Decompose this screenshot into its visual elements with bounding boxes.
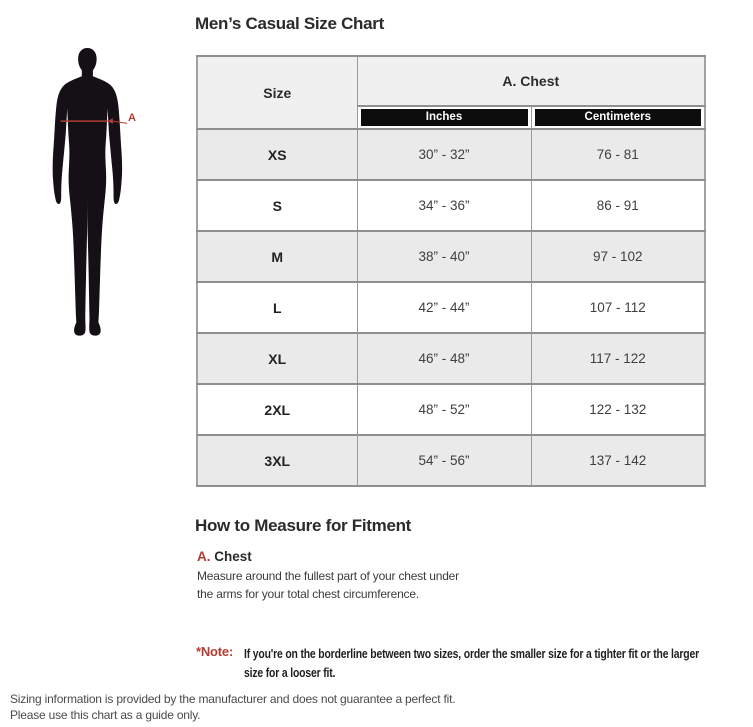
male-silhouette-figure bbox=[40, 48, 144, 344]
centimeters-cell: 107 - 112 bbox=[531, 282, 705, 333]
table-row bbox=[197, 384, 705, 435]
table-row bbox=[197, 282, 705, 333]
size-cell: 2XL bbox=[197, 384, 357, 435]
inches-cell: 38” - 40” bbox=[357, 231, 531, 282]
table-row bbox=[197, 231, 705, 282]
centimeters-cell: 122 - 132 bbox=[531, 384, 705, 435]
inches-cell: 54” - 56” bbox=[357, 435, 531, 486]
centimeters-unit-header bbox=[531, 106, 705, 129]
centimeters-cell: 137 - 142 bbox=[531, 435, 705, 486]
page-title: Men’s Casual Size Chart bbox=[195, 14, 384, 33]
size-cell: XS bbox=[197, 129, 357, 180]
measure-item-description: Measure around the fullest part of your chest under the arms for your total chest circumference. bbox=[197, 569, 459, 601]
inches-cell: 30” - 32” bbox=[357, 129, 531, 180]
centimeters-cell: 86 - 91 bbox=[531, 180, 705, 231]
size-cell: XL bbox=[197, 333, 357, 384]
table-row bbox=[197, 129, 705, 180]
centimeters-unit-label: Centimeters bbox=[535, 109, 702, 126]
note bbox=[196, 644, 753, 682]
measure-item-label bbox=[197, 549, 469, 564]
inches-cell: 42” - 44” bbox=[357, 282, 531, 333]
table-row bbox=[197, 333, 705, 384]
disclaimer-line-1: Sizing information is provided by the manufacturer and does not guarantee a perfect fit. bbox=[10, 692, 456, 706]
note-text: If you're on the borderline between two sizes, order the smaller size for a tighter fit or the larger size for a looser fit. bbox=[244, 646, 700, 680]
inches-unit-header bbox=[357, 106, 531, 129]
inches-unit-label: Inches bbox=[361, 109, 528, 126]
male-silhouette bbox=[53, 48, 122, 336]
measure-item-letter: A. bbox=[197, 549, 211, 564]
size-cell: M bbox=[197, 231, 357, 282]
size-cell: 3XL bbox=[197, 435, 357, 486]
inches-cell: 48” - 52” bbox=[357, 384, 531, 435]
inches-cell: 34” - 36” bbox=[357, 180, 531, 231]
size-cell: S bbox=[197, 180, 357, 231]
disclaimer-line-2: Please use this chart as a guide only. bbox=[10, 708, 201, 722]
size-chart-table bbox=[196, 55, 706, 487]
centimeters-cell: 97 - 102 bbox=[531, 231, 705, 282]
table-row bbox=[197, 435, 705, 486]
inches-cell: 46” - 48” bbox=[357, 333, 531, 384]
note-label: *Note: bbox=[196, 644, 234, 659]
disclaimer bbox=[10, 691, 455, 723]
table-header-row bbox=[197, 56, 705, 106]
table-row bbox=[197, 180, 705, 231]
chest-group-header: A. Chest bbox=[357, 56, 705, 106]
centimeters-cell: 117 - 122 bbox=[531, 333, 705, 384]
size-column-header: Size bbox=[197, 56, 357, 129]
size-cell: L bbox=[197, 282, 357, 333]
section-heading: How to Measure for Fitment bbox=[195, 516, 412, 535]
measure-item-name: Chest bbox=[210, 549, 252, 564]
centimeters-cell: 76 - 81 bbox=[531, 129, 705, 180]
chest-marker-label: A bbox=[128, 112, 136, 124]
measure-instructions bbox=[197, 549, 469, 603]
